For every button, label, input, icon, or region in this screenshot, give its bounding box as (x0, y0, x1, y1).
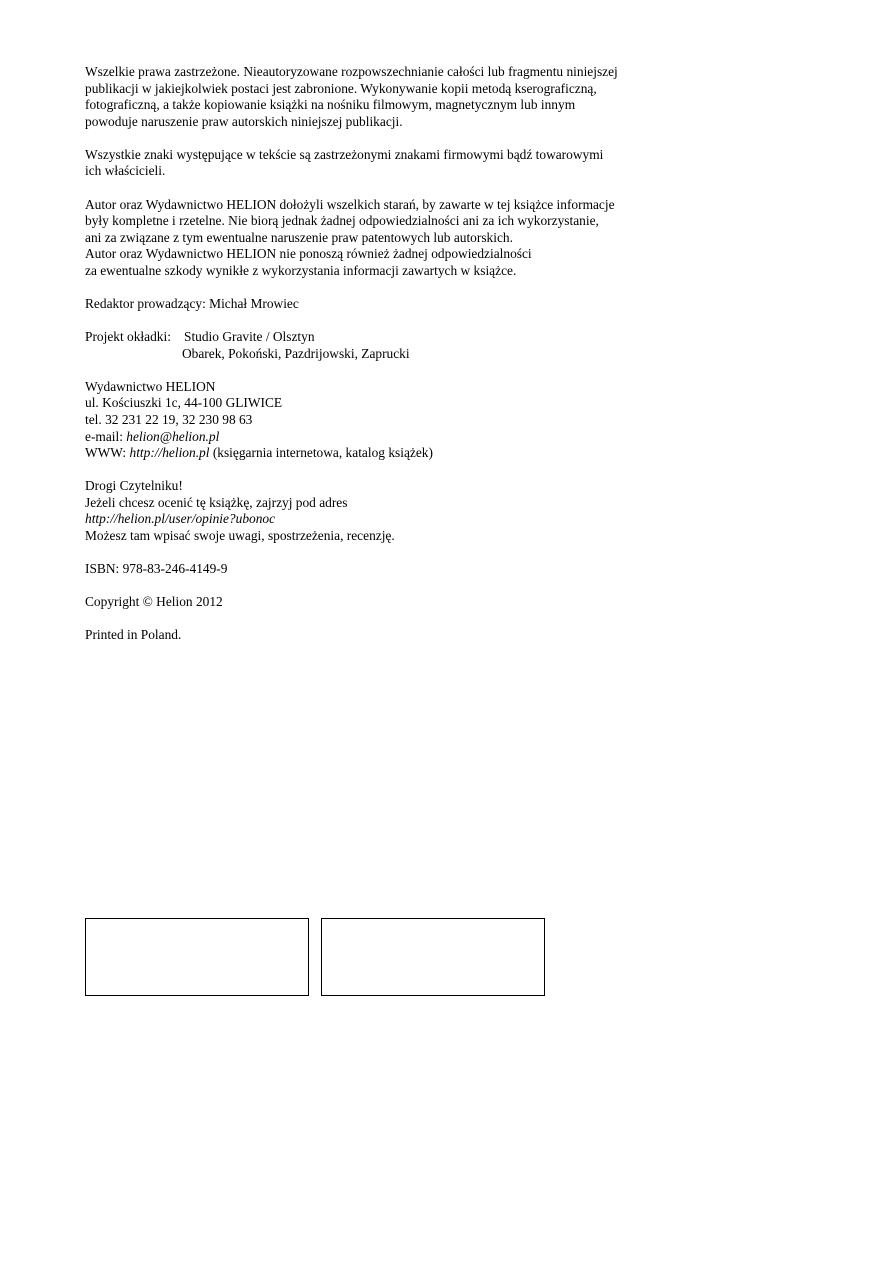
copyright-page (85, 64, 785, 660)
rights-notice (85, 64, 785, 130)
rights-line: fotograficzną, a także kopiowanie książki na nośniku filmowym, magnetycznym lub innym (85, 97, 576, 113)
www-link[interactable]: http://helion.pl (129, 445, 210, 461)
printed-line: Printed in Poland. (85, 627, 182, 643)
disclaimer-line: były kompletne i rzetelne. Nie biorą jednak żadnej odpowiedzialności ani za ich wykorzystanie, (85, 213, 599, 229)
editor-line: Redaktor prowadzący: Michał Mrowiec (85, 296, 299, 312)
rights-line: powoduje naruszenie praw autorskich niniejszej publikacji. (85, 113, 403, 129)
empty-frame-left (85, 918, 309, 996)
rights-line: publikacji w jakiejkolwiek postaci jest zabronione. Wykonywanie kopii metodą kserograficzną, (85, 80, 597, 96)
rights-line: Wszelkie prawa zastrzeżone. Nieautoryzowane rozpowszechnianie całości lub fragmentu niniejszej (85, 64, 618, 79)
isbn (85, 561, 785, 578)
disclaimer-line: Autor oraz Wydawnictwo HELION dołożyli wszelkich starań, by zawarte w tej książce informacje (85, 196, 615, 212)
trademarks-line: ich właścicieli. (85, 163, 166, 179)
publisher-info (85, 379, 785, 462)
disclaimer-line: Autor oraz Wydawnictwo HELION nie ponoszą również żadnej odpowiedzialności (85, 246, 532, 262)
copyright-line: Copyright © Helion 2012 (85, 594, 223, 610)
www-note: (księgarnia internetowa, katalog książek) (209, 445, 433, 461)
printed-in (85, 627, 785, 644)
cover-label: Projekt okładki: (85, 329, 171, 345)
www-label: WWW: (85, 445, 130, 461)
trademarks-notice (85, 147, 785, 180)
reader-prompt: Jeżeli chcesz ocenić tę książkę, zajrzyj pod adres (85, 494, 348, 510)
empty-frame-right (321, 918, 545, 996)
cover-designers: Obarek, Pokoński, Pazdrijowski, Zaprucki (182, 345, 410, 361)
editor-credit (85, 296, 785, 313)
disclaimer-notice (85, 197, 785, 280)
cover-credit (85, 329, 785, 362)
publisher-address: ul. Kościuszki 1c, 44-100 GLIWICE (85, 395, 283, 411)
publisher-www-line (85, 445, 785, 462)
reader-greeting: Drogi Czytelniku! (85, 478, 183, 494)
reader-note: Możesz tam wpisać swoje uwagi, spostrzeżenia, recenzję. (85, 528, 395, 544)
publisher-phone: tel. 32 231 22 19, 32 230 98 63 (85, 412, 253, 427)
publisher-name: Wydawnictwo HELION (85, 378, 216, 394)
cover-studio: Studio Gravite / Olsztyn (184, 329, 315, 345)
publisher-email-line (85, 429, 785, 446)
trademarks-line: Wszystkie znaki występujące w tekście są zastrzeżonymi znakami firmowymi bądź towarowymi (85, 146, 604, 162)
copyright (85, 594, 785, 611)
isbn-line: ISBN: 978-83-246-4149-9 (85, 561, 228, 577)
reader-feedback (85, 478, 785, 544)
disclaimer-line: za ewentualne szkody wynikłe z wykorzystania informacji zawartych w książce. (85, 262, 517, 278)
email-label: e-mail: (85, 428, 127, 444)
feedback-url-link[interactable]: http://helion.pl/user/opinie?ubonoc (85, 511, 276, 527)
disclaimer-line: ani za związane z tym ewentualne naruszenie praw patentowych lub autorskich. (85, 229, 513, 245)
email-link[interactable]: helion@helion.pl (126, 428, 220, 444)
